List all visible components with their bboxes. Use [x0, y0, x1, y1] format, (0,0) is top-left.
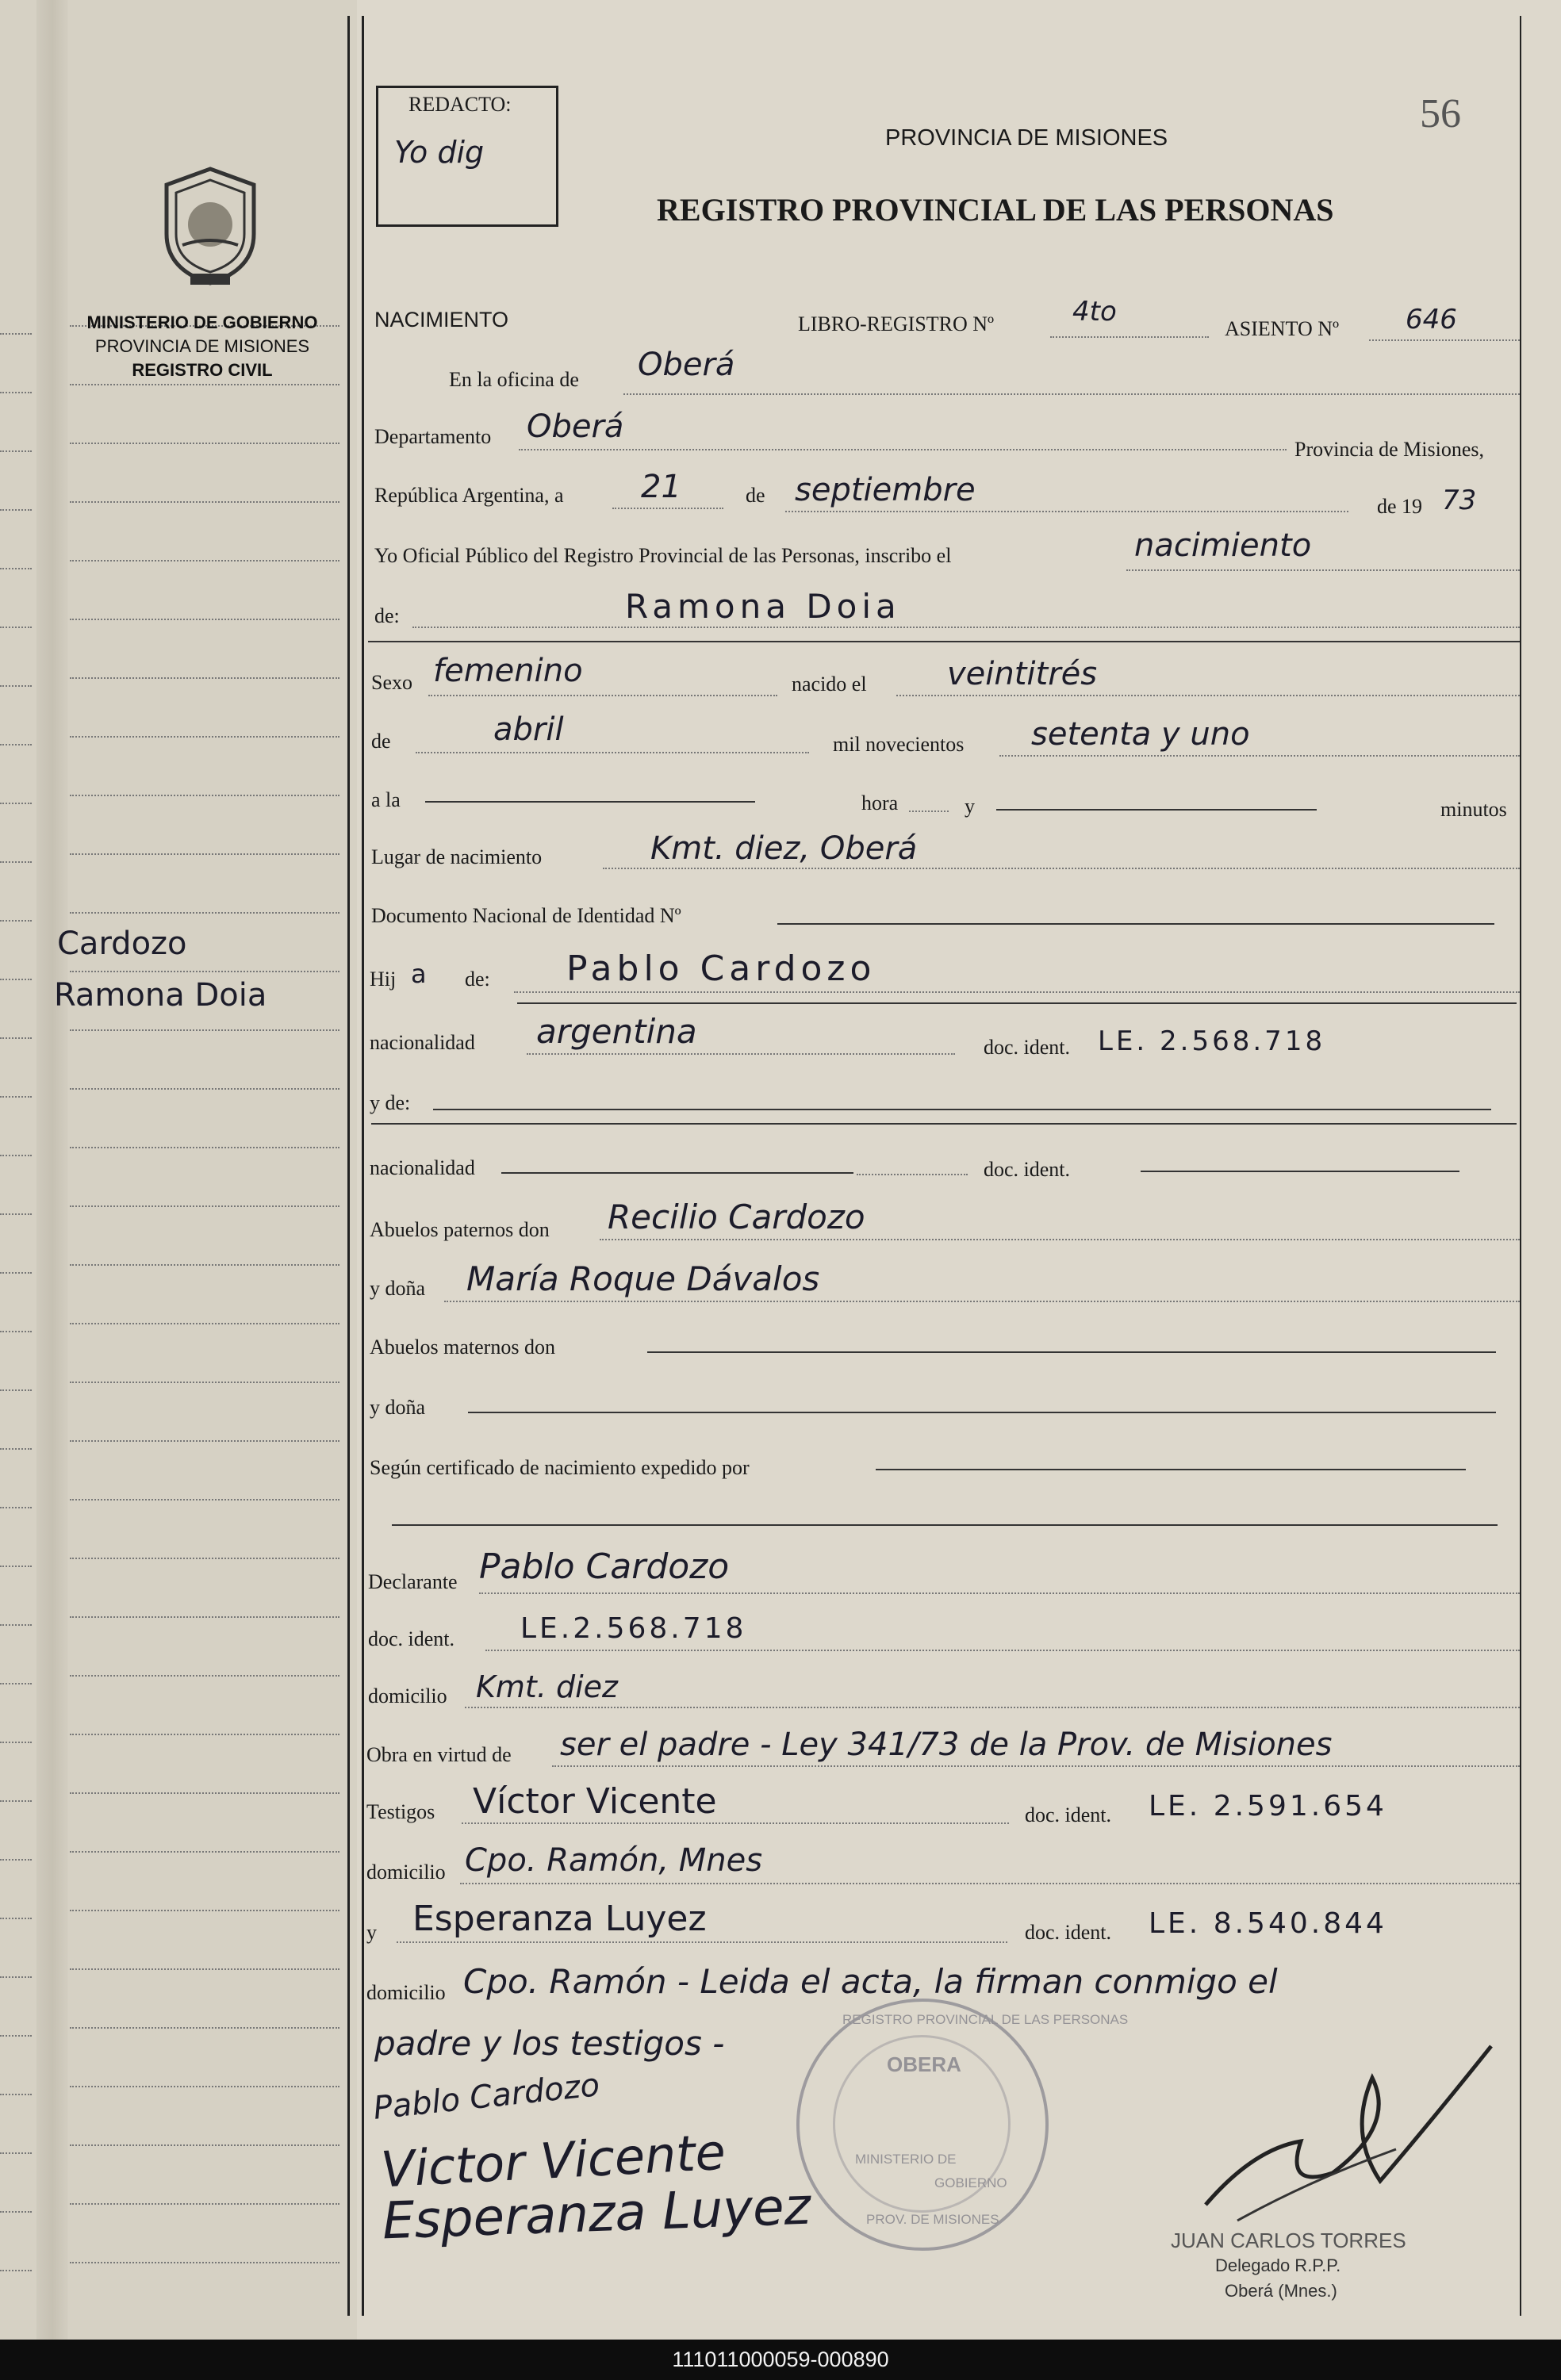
testigos-label: Testigos [366, 1800, 435, 1823]
docident4-label: doc. ident. [1025, 1803, 1112, 1826]
redacto-value: Yo dig [394, 135, 485, 170]
ledger-line [70, 2086, 339, 2087]
nombre-value: Ramona Doia [625, 587, 901, 626]
ledger-line [70, 1616, 339, 1618]
stamp-ring-top: REGISTRO PROVINCIAL DE LAS PERSONAS [842, 2012, 1129, 2027]
right-rule [1520, 16, 1521, 2316]
ledger-line [70, 1029, 339, 1031]
obra-value: ser el padre - Ley 341/73 de la Prov. de Misiones [560, 1727, 1333, 1763]
ledger-line [70, 912, 339, 914]
docident-label: doc. ident. [984, 1036, 1071, 1059]
ledger-line [0, 2035, 32, 2037]
province-heading: PROVINCIA DE MISIONES [885, 125, 1168, 151]
ledger-line [70, 1675, 339, 1677]
hora-label: hora [861, 791, 899, 814]
docident4-value: LE. 2.591.654 [1149, 1790, 1387, 1822]
official-title: Delegado R.P.P. [1215, 2255, 1341, 2275]
ledger-line [0, 627, 32, 628]
lugar-value: Kmt. diez, Oberá [650, 830, 918, 867]
domicilio3-value: Cpo. Ramón - Leida el acta, la firman conmigo el [463, 1962, 1278, 2001]
docident3-label: doc. ident. [368, 1627, 455, 1650]
ledger-line [0, 392, 32, 393]
padre-value: Pablo Cardozo [566, 949, 876, 989]
ledger-line [70, 1968, 339, 1970]
closing-value: padre y los testigos - [374, 2024, 725, 2063]
obra-label: Obra en virtud de [366, 1743, 512, 1766]
declarante-value: Pablo Cardozo [479, 1546, 730, 1587]
nacionalidad-label: nacionalidad [370, 1031, 475, 1054]
ledger-line [0, 803, 32, 804]
hija-suffix: a [411, 959, 427, 989]
nacido-mes-value: abril [493, 711, 564, 748]
inner-rule [362, 16, 364, 2316]
testigo2-value: Esperanza Luyez [412, 1899, 707, 1939]
abuela-paterna-value: María Roque Dávalos [466, 1259, 820, 1298]
page-number: 56 [1420, 91, 1461, 136]
ledger-line [70, 1264, 339, 1266]
nacimiento-label: NACIMIENTO [374, 308, 509, 332]
ledger-line [0, 333, 32, 335]
nacido-label: nacido el [792, 673, 867, 696]
domicilio3-label: domicilio [366, 1981, 446, 2004]
libro-label: LIBRO-REGISTRO Nº [798, 312, 995, 335]
ledger-line [0, 1448, 32, 1450]
domicilio-value: Kmt. diez [476, 1669, 618, 1704]
docident3-value: LE.2.568.718 [520, 1612, 747, 1645]
ledger-line [0, 1918, 32, 1919]
ministry-heading [48, 311, 357, 382]
provincia-label: Provincia de Misiones, [1294, 438, 1485, 461]
stamp-ring-right: GOBIERNO [934, 2175, 1007, 2190]
nacido-anio-value: setenta y uno [1031, 716, 1250, 753]
ledger-line [0, 979, 32, 980]
ledger-line [0, 568, 32, 569]
signature-2: Victor Vicente [379, 2122, 727, 2199]
year-value: 73 [1442, 485, 1477, 516]
abuelos-paternos-label: Abuelos paternos don [370, 1218, 550, 1241]
ledger-line [0, 1800, 32, 1802]
signature-1: Pablo Cardozo [371, 2067, 602, 2127]
ledger-line [70, 560, 339, 561]
de-year-label: de 19 [1377, 495, 1423, 518]
asiento-value: 646 [1406, 304, 1457, 335]
image-code-footer: 111011000059-000890 [0, 2340, 1561, 2380]
official-signature-icon [1190, 2030, 1507, 2236]
ledger-line [0, 1155, 32, 1156]
ledger-line [70, 853, 339, 855]
ledger-line [70, 384, 339, 385]
dni-label: Documento Nacional de Identidad Nº [371, 904, 681, 927]
ledger-line [70, 1147, 339, 1148]
ledger-line [70, 443, 339, 444]
ledger-line [0, 1624, 32, 1626]
ledger-line [0, 1389, 32, 1391]
oficial-text: Yo Oficial Público del Registro Provincial de las Personas, inscribo el [374, 544, 952, 567]
ministry-line1: MINISTERIO DE GOBIERNO [86, 312, 318, 332]
ledger-line [0, 2211, 32, 2213]
segun-label: Según certificado de nacimiento expedido por [370, 1456, 750, 1479]
ledger-line [0, 685, 32, 687]
ydona2-label: y doña [370, 1396, 426, 1419]
official-name: JUAN CARLOS TORRES [1171, 2229, 1406, 2252]
nacionalidad1-value: argentina [536, 1012, 697, 1051]
ledger-line [0, 1859, 32, 1861]
signature-3: Esperanza Luyez [381, 2177, 812, 2252]
docident2-label: doc. ident. [984, 1158, 1071, 1181]
sexo-value: femenino [433, 653, 583, 689]
ledger-line [70, 2262, 339, 2263]
ledger-line [0, 1272, 32, 1274]
departamento-value: Oberá [527, 408, 624, 445]
ministry-line2: PROVINCIA DE MISIONES [94, 336, 310, 356]
minutos-label: minutos [1440, 798, 1507, 821]
ledger-line [70, 677, 339, 679]
ledger-line [0, 1096, 32, 1098]
ala-label: a la [371, 788, 401, 811]
dia-value: 21 [641, 469, 681, 505]
ledger-line [0, 1037, 32, 1039]
ledger-line [70, 971, 339, 972]
ledger-line [0, 1742, 32, 1743]
ledger-line [0, 2152, 32, 2154]
ledger-line [70, 795, 339, 796]
ledger-line [70, 1792, 339, 1794]
nacionalidad2-label: nacionalidad [370, 1156, 475, 1179]
redacto-box [376, 86, 558, 227]
ledger-line [70, 1440, 339, 1442]
testigo1-value: Víctor Vicente [473, 1781, 717, 1822]
ministry-seal-icon [151, 163, 270, 289]
republica-label: República Argentina, a [374, 484, 564, 507]
abuelos-maternos-label: Abuelos maternos don [370, 1336, 555, 1359]
ledger-line [0, 1566, 32, 1567]
ledger-line [0, 2094, 32, 2095]
y2-label: y [366, 1921, 377, 1944]
stamp-center: OBERA [887, 2052, 961, 2076]
ledger-line [0, 450, 32, 452]
margin-note-name: Ramona Doia [54, 977, 267, 1014]
de-label: de [746, 484, 765, 507]
y-label: y [965, 795, 975, 818]
declarante-label: Declarante [368, 1570, 458, 1593]
docident1-value: LE. 2.568.718 [1098, 1025, 1326, 1057]
ledger-line [70, 619, 339, 620]
ledger-line [70, 1499, 339, 1500]
ledger-line [70, 1734, 339, 1735]
ledger-line [70, 501, 339, 503]
ledger-line [70, 2144, 339, 2146]
nacido-dia-value: veintitrés [947, 656, 1098, 692]
ledger-line [70, 1851, 339, 1853]
ledger-line [70, 1205, 339, 1207]
docident5-value: LE. 8.540.844 [1149, 1907, 1387, 1940]
sexo-label: Sexo [371, 671, 412, 694]
hija-de-label: de: [465, 968, 490, 991]
hija-label: Hij [370, 968, 397, 991]
ministry-line3: REGISTRO CIVIL [132, 360, 273, 380]
ledger-line [0, 1331, 32, 1332]
redacto-label: REDACTO: [408, 93, 512, 116]
ledger-line [0, 744, 32, 745]
yde-label: y de: [370, 1091, 411, 1114]
ledger-line [70, 2203, 339, 2205]
de-colon-label: de: [374, 604, 400, 627]
lugar-label: Lugar de nacimiento [371, 845, 543, 868]
domicilio2-value: Cpo. Ramón, Mnes [465, 1842, 763, 1879]
ydona-label: y doña [370, 1277, 426, 1300]
docident5-label: doc. ident. [1025, 1921, 1112, 1944]
ledger-line [70, 1382, 339, 1383]
domicilio-label: domicilio [368, 1684, 447, 1707]
ledger-line [0, 861, 32, 863]
ledger-line [70, 736, 339, 738]
ledger-line [0, 1507, 32, 1508]
ledger-line [70, 1558, 339, 1559]
stamp-ring-bottom: PROV. DE MISIONES [866, 2212, 999, 2227]
ledger-line [70, 1323, 339, 1324]
oficina-label: En la oficina de [449, 368, 579, 391]
ledger-line [70, 2027, 339, 2029]
mil-label: mil novecientos [833, 733, 965, 756]
ledger-line [0, 1683, 32, 1684]
stamp-ring-left: MINISTERIO DE [855, 2152, 957, 2167]
ledger-line [0, 1976, 32, 1978]
acto-value: nacimiento [1134, 527, 1312, 564]
departamento-label: Departamento [374, 425, 492, 448]
margin-note-surname: Cardozo [57, 926, 187, 962]
mes-value: septiembre [795, 472, 976, 508]
ledger-line [0, 920, 32, 922]
ledger-line [0, 509, 32, 511]
abuelo-paterno-value: Recilio Cardozo [608, 1198, 865, 1236]
ledger-line [0, 2270, 32, 2271]
oficina-value: Oberá [638, 347, 735, 383]
de2-label: de [371, 730, 391, 753]
ledger-line [70, 1088, 339, 1090]
registry-stamp [796, 1999, 1129, 2251]
official-place: Oberá (Mnes.) [1225, 2281, 1337, 2301]
registry-title: REGISTRO PROVINCIAL DE LAS PERSONAS [657, 192, 1334, 228]
libro-value: 4to [1072, 296, 1117, 328]
ledger-line [0, 1213, 32, 1215]
asiento-label: ASIENTO Nº [1225, 317, 1340, 340]
domicilio2-label: domicilio [366, 1861, 446, 1884]
ledger-line [70, 1910, 339, 1911]
